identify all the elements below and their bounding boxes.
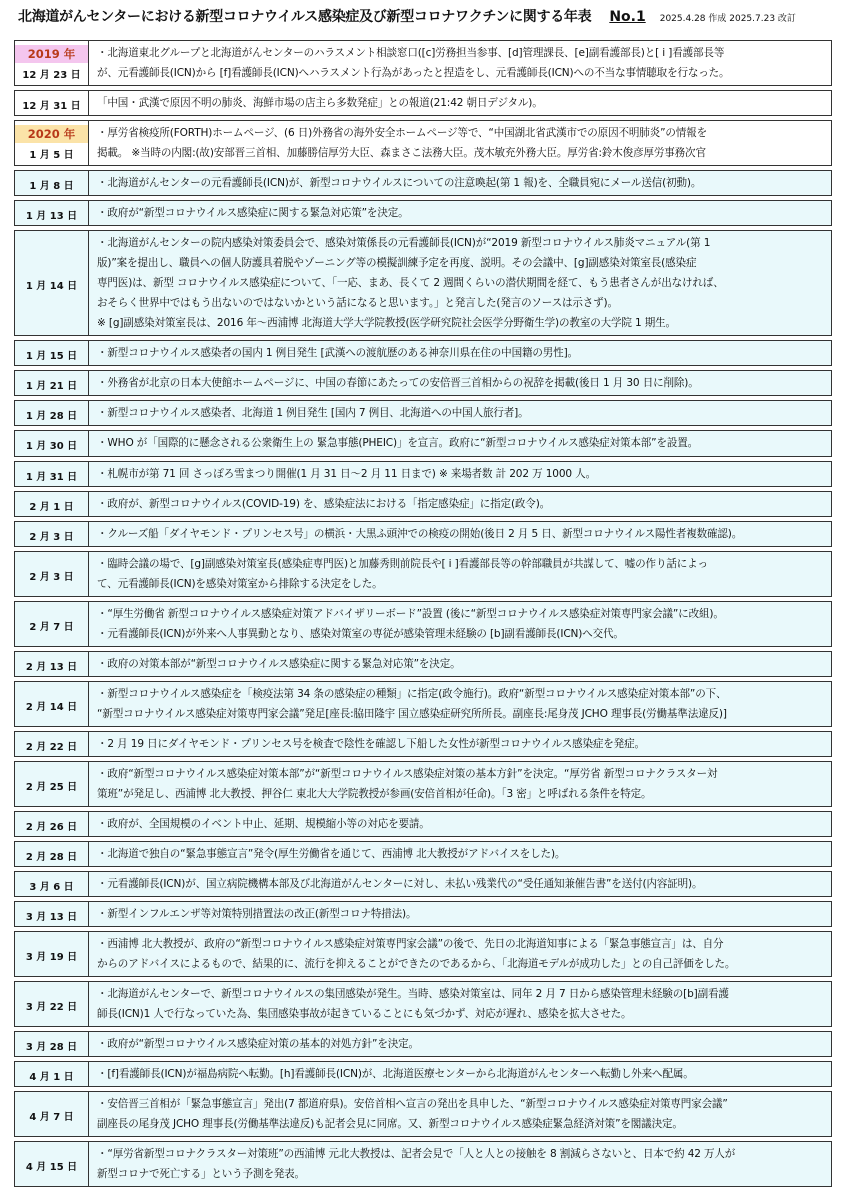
date-label: 2 月 7 日 xyxy=(29,621,74,633)
date-label: 2 月 25 日 xyxy=(25,781,78,793)
timeline-row xyxy=(14,230,832,336)
row-date-cell xyxy=(15,341,89,365)
row-text-cell xyxy=(89,732,831,756)
date-label: 1 月 5 日 xyxy=(29,150,74,162)
entry-text-line: ・政府“新型コロナウイルス感染症対策本部”が“新型コロナウイルス感染症対策の基本方針”を決定。“厚労省 新型コロナクラスター対 xyxy=(97,767,718,780)
row-text-cell xyxy=(89,812,831,836)
entry-text-line: ・[f]看護師長(ICN)が福島病院へ転勤。[h]看護師長(ICN)が、北海道医療センターから北海道がんセンターへ転勤し外来へ配属。 xyxy=(97,1068,694,1081)
row-text-cell xyxy=(89,371,831,395)
row-text-cell xyxy=(89,171,831,195)
entry-text-line: ・“厚労省新型コロナクラスター対策班”の西浦博 元北大教授は、記者会見で「人と人との接触を 8 割減らさないと、日本で約 42 万人が xyxy=(97,1148,736,1161)
row-date-cell xyxy=(15,762,89,806)
date-label: 2 月 3 日 xyxy=(29,571,74,583)
entry-text-line: ・札幌市が第 71 回 さっぽろ雪まつり開催(1 月 31 日～2 月 11 日まで) ※ 来場者数 計 202 万 1000 人。 xyxy=(97,467,596,480)
entry-text-line: 策班”が発足し、西浦博 北大教授、押谷仁 東北大大学院教授が参画(安倍首相が任命)。「3 密」と呼ばれる条件を特定。 xyxy=(97,787,652,800)
row-text-cell xyxy=(89,231,831,335)
entry-text-line: 版)”案を提出し、職員への個人防護具着脱やゾーニング等の模擬訓練予定を再度、説明。その会議中、[g]副感染対策室長(感染症 xyxy=(97,257,697,270)
entry-text-line: ・WHO が「国際的に懸念される公衆衛生上の 緊急事態(PHEIC)」を宣言。政府に“新型コロナウイルス感染症対策本部”を設置。 xyxy=(97,437,699,450)
timeline-table xyxy=(14,40,832,1187)
entry-text-line: 「中国・武漢で原因不明の肺炎、海鮮市場の店主ら多数発症」との報道(21:42 朝日デジタル)。 xyxy=(97,97,543,110)
date-label: 2 月 13 日 xyxy=(25,661,78,673)
date-label: 3 月 6 日 xyxy=(29,881,74,893)
date-label: 2 月 14 日 xyxy=(25,701,78,713)
row-text-cell xyxy=(89,201,831,225)
date-label: 1 月 21 日 xyxy=(25,381,78,393)
row-date-cell xyxy=(15,652,89,676)
timeline-row xyxy=(14,370,832,396)
timeline-row xyxy=(14,1031,832,1057)
date-label: 4 月 1 日 xyxy=(29,1072,74,1084)
date-label: 3 月 22 日 xyxy=(25,1002,78,1014)
timeline-row xyxy=(14,340,832,366)
timeline-row xyxy=(14,651,832,677)
row-date-cell xyxy=(15,121,89,165)
row-date-cell xyxy=(15,171,89,195)
entry-text-line: 副座長の尾身茂 JCHO 理事長(労働基準法違反)も記者会見に同席。又、新型コロナウイルス感染症緊急経済対策”を閣議決定。 xyxy=(97,1118,683,1131)
date-label: 1 月 30 日 xyxy=(25,441,78,453)
timeline-row xyxy=(14,901,832,927)
timeline-row xyxy=(14,551,832,597)
date-label: 4 月 15 日 xyxy=(25,1162,78,1174)
entry-text-line: ・政府が“新型コロナウイルス感染症に関する緊急対応策”を決定。 xyxy=(97,207,409,220)
row-text-cell xyxy=(89,431,831,455)
row-text-cell xyxy=(89,522,831,546)
document-number: No.1 xyxy=(609,9,646,25)
timeline-row xyxy=(14,841,832,867)
timeline-row xyxy=(14,981,832,1027)
entry-text-line: ・元看護師長(ICN)が、国立病院機構本部及び北海道がんセンターに対し、未払い残業代の“受任通知兼催告書”を送付(内容証明)。 xyxy=(97,877,703,890)
entry-text-line: ・新型コロナウイルス感染者、北海道 1 例目発生 [国内 7 例目、北海道への中国人旅行者]。 xyxy=(97,407,529,420)
row-date-cell xyxy=(15,872,89,896)
entry-text-line: ・北海道東北グループと北海道がんセンターのハラスメント相談窓口([c]労務担当参事、[d]管理課長、[e]副看護部長)と[ i ]看護部長等 xyxy=(97,47,725,59)
row-text-cell xyxy=(89,552,831,596)
row-date-cell xyxy=(15,732,89,756)
timeline-row xyxy=(14,681,832,727)
row-text-cell xyxy=(89,1062,831,1086)
entry-text-line: からのアドバイスによるもので、結果的に、流行を抑えることができたのであるから、「北海道モデルが成功した」との自己評価をした。 xyxy=(97,958,736,971)
timeline-row xyxy=(14,1091,832,1137)
row-text-cell xyxy=(89,842,831,866)
timeline-row xyxy=(14,731,832,757)
timeline-row xyxy=(14,521,832,547)
row-date-cell xyxy=(15,201,89,225)
timeline-row xyxy=(14,430,832,456)
entry-text-line: ・“厚生労働省 新型コロナウイルス感染症対策アドバイザリーボード”設置 (後に“新型コロナウイルス感染症対策専門家会議”に改組)。 xyxy=(97,607,724,620)
row-date-cell xyxy=(15,462,89,486)
year-label: 2019 年 xyxy=(15,45,88,63)
row-text-cell xyxy=(89,121,831,165)
row-text-cell xyxy=(89,1032,831,1056)
entry-text-line: ・北海道がんセンターの元看護師長(ICN)が、新型コロナウイルスについての注意喚起(第 1 報)を、全職員宛にメール送信(初動)。 xyxy=(97,177,702,190)
date-label: 4 月 7 日 xyxy=(29,1112,74,1124)
entry-text-line: ・政府が、新型コロナウイルス(COVID-19) を、感染症法における「指定感染症」に指定(政令)。 xyxy=(97,497,551,510)
entry-text-line: ・安倍晋三首相が「緊急事態宣言」発出(7 都道府県)。安倍首相へ宣言の発出を具申した、“新型コロナウイルス感染症対策専門家会議” xyxy=(97,1098,728,1111)
date-label: 3 月 19 日 xyxy=(25,952,78,964)
entry-text-line: ・外務省が北京の日本大使館ホームページに、中国の春節にあたっての安倍晋三首相からの祝辞を掲載(後日 1 月 30 日に削除)。 xyxy=(97,377,699,390)
timeline-row xyxy=(14,1141,832,1187)
row-date-cell xyxy=(15,812,89,836)
entry-text-line: ・臨時会議の場で、[g]副感染対策室長(感染症専門医)と加藤秀則前院長や[ i ]看護部長等の幹部職員が共謀して、嘘の作り話によっ xyxy=(97,557,708,570)
entry-text-line: ・政府の対策本部が“新型コロナウイルス感染症に関する緊急対応策”を決定。 xyxy=(97,657,461,670)
row-text-cell xyxy=(89,492,831,516)
row-date-cell xyxy=(15,1092,89,1136)
row-date-cell xyxy=(15,492,89,516)
entry-text-line: ・新型コロナウイルス感染症を「検疫法第 34 条の感染症の種類」に指定(政令施行)。政府“新型コロナウイルス感染症対策本部”の下、 xyxy=(97,687,727,700)
row-date-cell xyxy=(15,91,89,115)
entry-text-line: ・クルーズ船「ダイヤモンド・プリンセス号」の横浜・大黒ふ頭沖での検疫の開始(後日 2 月 5 日、新型コロナウイルス陽性者複数確認)。 xyxy=(97,527,743,540)
date-label: 2 月 28 日 xyxy=(25,851,78,863)
row-text-cell xyxy=(89,932,831,976)
row-text-cell xyxy=(89,41,831,85)
row-date-cell xyxy=(15,41,89,85)
row-date-cell xyxy=(15,602,89,646)
row-date-cell xyxy=(15,1142,89,1186)
entry-text-line: ・西浦博 北大教授が、政府の“新型コロナウイルス感染症対策専門家会議”の後で、先日の北海道知事による「緊急事態宣言」は、自分 xyxy=(97,938,724,951)
row-date-cell xyxy=(15,522,89,546)
entry-text-line: が、元看護師長(ICN)から [f]看護師長(ICN)へハラスメント行為があったと捏造をし、元看護師長(ICN)への不当な事情聴取を行なった。 xyxy=(97,67,730,80)
entry-text-line: おそらく世界中ではもう出ないのではないかという話になると思います。」と発言した(発言のソースは示さず)。 xyxy=(97,297,618,310)
entry-text-line: ・北海道がんセンターで、新型コロナウイルスの集団感染が発生。当時、感染対策室は、同年 2 月 7 日から感染管理未経験の[b]副看護 xyxy=(97,988,729,1001)
row-text-cell xyxy=(89,341,831,365)
row-text-cell xyxy=(89,602,831,646)
date-label: 1 月 15 日 xyxy=(25,351,78,363)
timeline-row xyxy=(14,90,832,116)
row-date-cell xyxy=(15,982,89,1026)
entry-text-line: ※ [g]副感染対策室長は、2016 年～西浦博 北海道大学大学院教授(医学研究院社会医学分野衛生学)の教室の大学院 1 期生。 xyxy=(97,317,676,330)
entry-text-line: ・厚労省検疫所(FORTH)ホームページ、(6 日)外務省の海外安全ホームページ等で、“中国湖北省武漢市での原因不明肺炎”の情報を xyxy=(97,127,707,140)
date-label: 12 月 31 日 xyxy=(22,101,81,113)
entry-text-line: ・2 月 19 日にダイヤモンド・プリンセス号を検査で陰性を確認し下船した女性が新型コロナウイルス感染症を発症。 xyxy=(97,737,645,750)
entry-text-line: ・政府が、全国規模のイベント中止、延期、規模縮小等の対応を要請。 xyxy=(97,817,430,830)
entry-text-line: 掲載。 ※当時の内閣:(故)安部晋三首相、加藤勝信厚労大臣、森まさこ法務大臣。茂木敏充外務大臣。厚労省:鈴木俊彦厚労事務次官 xyxy=(97,147,706,160)
date-label: 3 月 13 日 xyxy=(25,912,78,924)
timeline-row xyxy=(14,170,832,196)
date-label: 1 月 28 日 xyxy=(25,411,78,423)
row-text-cell xyxy=(89,1142,831,1186)
timeline-row xyxy=(14,1061,832,1087)
entry-text-line: ・北海道で独自の“緊急事態宣言”発令(厚生労働省を通じて、西浦博 北大教授がアドバイスをした)。 xyxy=(97,847,566,860)
date-label: 1 月 13 日 xyxy=(25,211,78,223)
row-date-cell xyxy=(15,932,89,976)
timeline-row xyxy=(14,491,832,517)
timeline-row xyxy=(14,931,832,977)
row-date-cell xyxy=(15,842,89,866)
row-text-cell xyxy=(89,982,831,1026)
row-text-cell xyxy=(89,91,831,115)
row-date-cell xyxy=(15,682,89,726)
date-label: 2 月 3 日 xyxy=(29,531,74,543)
row-date-cell xyxy=(15,552,89,596)
row-text-cell xyxy=(89,762,831,806)
timeline-row xyxy=(14,811,832,837)
timeline-row xyxy=(14,200,832,226)
date-label: 1 月 8 日 xyxy=(29,181,74,193)
row-text-cell xyxy=(89,682,831,726)
row-date-cell xyxy=(15,431,89,455)
row-date-cell xyxy=(15,1032,89,1056)
entry-text-line: て、元看護師長(ICN)を感染対策室から排除する決定をした。 xyxy=(97,577,383,590)
timeline-row xyxy=(14,400,832,426)
timeline-row xyxy=(14,40,832,86)
date-label: 2 月 1 日 xyxy=(29,501,74,513)
row-text-cell xyxy=(89,902,831,926)
date-label: 1 月 14 日 xyxy=(25,281,78,293)
row-text-cell xyxy=(89,1092,831,1136)
timeline-row xyxy=(14,871,832,897)
date-label: 12 月 23 日 xyxy=(22,70,81,82)
timeline-row xyxy=(14,601,832,647)
entry-text-line: ・元看護師長(ICN)が外来へ人事異動となり、感染対策室の専従が感染管理未経験の [b]副看護師長(ICN)へ交代。 xyxy=(97,627,624,640)
entry-text-line: 専門医)は、新型 コロナウイルス感染症について、「一応、まあ、長くて 2 週間くらいの潜伏期間を経て、もう患者さんが出なければ、 xyxy=(97,277,724,290)
row-text-cell xyxy=(89,652,831,676)
entry-text-line: “新型コロナウイルス感染症対策専門家会議”発足[座長:脇田隆宇 国立感染症研究所所長。副座長:尾身茂 JCHO 理事長(労働基準法違反)] xyxy=(97,707,727,720)
timeline-row xyxy=(14,120,832,166)
row-date-cell xyxy=(15,1062,89,1086)
date-label: 2 月 22 日 xyxy=(25,741,78,753)
timeline-row xyxy=(14,761,832,807)
date-label: 1 月 31 日 xyxy=(25,471,78,483)
document-header xyxy=(14,6,832,40)
row-date-cell xyxy=(15,371,89,395)
entry-text-line: ・新型コロナウイルス感染者の国内 1 例目発生 [武漢への渡航歴のある神奈川県在住の中国籍の男性]。 xyxy=(97,347,578,360)
date-label: 2 月 26 日 xyxy=(25,821,78,833)
date-label: 3 月 28 日 xyxy=(25,1042,78,1054)
year-label: 2020 年 xyxy=(15,125,88,143)
row-text-cell xyxy=(89,401,831,425)
entry-text-line: 新型コロナで死亡する」という予測を発表。 xyxy=(97,1168,305,1181)
document-dates: 2025.4.28 作成 2025.7.23 改訂 xyxy=(659,14,796,24)
entry-text-line: ・政府が“新型コロナウイルス感染症対策の基本的対処方針”を決定。 xyxy=(97,1038,419,1051)
timeline-row xyxy=(14,461,832,487)
row-text-cell xyxy=(89,462,831,486)
row-date-cell xyxy=(15,902,89,926)
row-date-cell xyxy=(15,401,89,425)
entry-text-line: ・北海道がんセンターの院内感染対策委員会で、感染対策係長の元看護師長(ICN)が“2019 新型コロナウイルス肺炎マニュアル(第 1 xyxy=(97,237,711,250)
row-text-cell xyxy=(89,872,831,896)
entry-text-line: ・新型インフルエンザ等対策特別措置法の改正(新型コロナ特措法)。 xyxy=(97,908,417,920)
row-date-cell xyxy=(15,231,89,335)
entry-text-line: 師長(ICN)1 人で行なっていた為、集団感染事故が起きていることにも気づかず、対応が遅れ、感染を拡大させた。 xyxy=(97,1008,632,1021)
document-title: 北海道がんセンターにおける新型コロナウイルス感染症及び新型コロナワクチンに関する年表 xyxy=(18,9,592,25)
